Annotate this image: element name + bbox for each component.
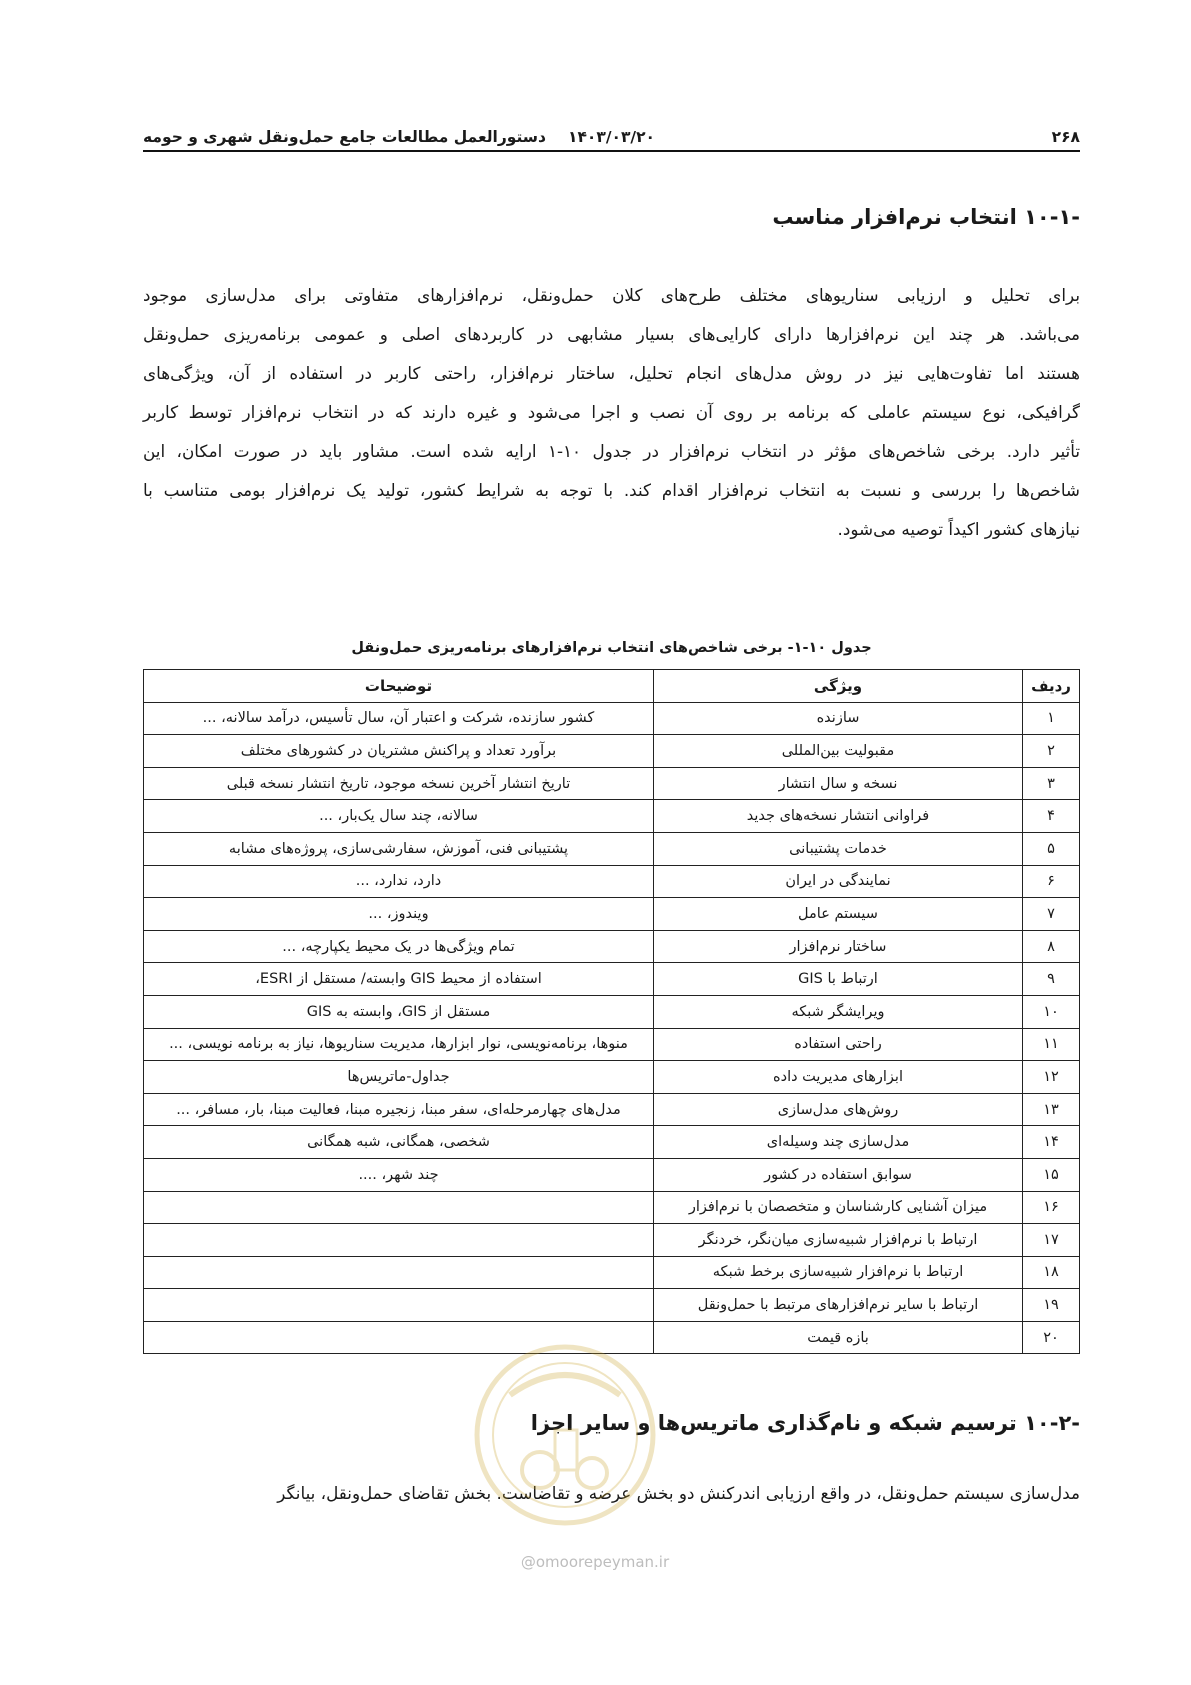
paragraph-line: می‌باشد. هر چند این نرم‌افزارها دارای کارایی‌های بسیار مشابهی در کاربردهای اصلی و عمومی برنامه‌ریزی حمل‌ونقل — [143, 324, 1080, 344]
paragraph-line: نیازهای کشور اکیداً توصیه می‌شود. — [837, 519, 1080, 539]
watermark-site: @omoorepeyman.ir — [520, 1553, 670, 1571]
section-number: ۱۰-۲- — [1024, 1411, 1080, 1435]
section-title: انتخاب نرم‌افزار مناسب — [772, 205, 1017, 229]
table-row — [144, 1224, 1080, 1257]
row-number-cell: ۹ — [1023, 963, 1080, 996]
header-feature: ویژگی — [654, 670, 1023, 703]
feature-cell: نمایندگی در ایران — [654, 865, 1023, 898]
description-cell — [144, 1321, 654, 1354]
table-row — [144, 1289, 1080, 1322]
table-row — [144, 1028, 1080, 1061]
book-title: دستورالعمل مطالعات جامع حمل‌ونقل شهری و حومه — [143, 128, 546, 146]
feature-cell: مدل‌سازی چند وسیله‌ای — [654, 1126, 1023, 1159]
row-number-cell: ۱۹ — [1023, 1289, 1080, 1322]
table-row — [144, 1126, 1080, 1159]
row-number-cell: ۱ — [1023, 702, 1080, 735]
table-row — [144, 898, 1080, 931]
paragraph-line: تأثیر دارد. برخی شاخص‌های مؤثر در انتخاب نرم‌افزار در جدول ۱۰-۱ ارایه شده است. مشاور باید در صورت امکان، این — [143, 441, 1080, 461]
description-cell — [144, 1191, 654, 1224]
description-cell: ویندوز، ... — [144, 898, 654, 931]
row-number-cell: ۱۱ — [1023, 1028, 1080, 1061]
description-cell: کشور سازنده، شرکت و اعتبار آن، سال تأسیس، درآمد سالانه، ... — [144, 702, 654, 735]
description-cell: شخصی، همگانی، شبه همگانی — [144, 1126, 654, 1159]
row-number-cell: ۵ — [1023, 832, 1080, 865]
description-cell: برآورد تعداد و پراکنش مشتریان در کشورهای مختلف — [144, 735, 654, 768]
row-number-cell: ۶ — [1023, 865, 1080, 898]
feature-cell: فراوانی انتشار نسخه‌های جدید — [654, 800, 1023, 833]
table-row — [144, 995, 1080, 1028]
feature-cell: ارتباط با سایر نرم‌افزارهای مرتبط با حمل‌ونقل — [654, 1289, 1023, 1322]
paragraph-line: برای تحلیل و ارزیابی سناریوهای مختلف طرح‌های کلان حمل‌ونقل، نرم‌افزارهای متفاوتی برای مدل‌سازی موجود — [143, 285, 1080, 305]
table-row — [144, 1093, 1080, 1126]
feature-cell: خدمات پشتیبانی — [654, 832, 1023, 865]
table-row — [144, 702, 1080, 735]
row-number-cell: ۱۴ — [1023, 1126, 1080, 1159]
feature-cell: ارتباط با GIS — [654, 963, 1023, 996]
table-row — [144, 1321, 1080, 1354]
row-number-cell: ۱۷ — [1023, 1224, 1080, 1257]
row-number-cell: ۱۰ — [1023, 995, 1080, 1028]
row-number-cell: ۷ — [1023, 898, 1080, 931]
row-number-cell: ۲ — [1023, 735, 1080, 768]
header-description: توضیحات — [144, 670, 654, 703]
section-title: ترسیم شبکه و نام‌گذاری ماتریس‌ها و سایر اجزا — [530, 1411, 1017, 1435]
feature-cell: مقبولیت بین‌المللی — [654, 735, 1023, 768]
table-caption: جدول ۱۰-۱- برخی شاخص‌های انتخاب نرم‌افزارهای برنامه‌ریزی حمل‌ونقل — [351, 640, 872, 656]
description-cell: پشتیبانی فنی، آموزش، سفارشی‌سازی، پروژه‌های مشابه — [144, 832, 654, 865]
row-number-cell: ۱۳ — [1023, 1093, 1080, 1126]
row-number-cell: ۲۰ — [1023, 1321, 1080, 1354]
paragraph-line: مدل‌سازی سیستم حمل‌ونقل، در واقع ارزیابی اندرکنش دو بخش عرضه و تقاضاست. بخش تقاضای حمل‌ونقل، بیانگر — [277, 1483, 1080, 1503]
table-row — [144, 1256, 1080, 1289]
table-row — [144, 1061, 1080, 1094]
section-number: ۱۰-۱- — [1024, 205, 1080, 229]
table-row — [144, 800, 1080, 833]
feature-cell: روش‌های مدل‌سازی — [654, 1093, 1023, 1126]
description-cell: چند شهر، .... — [144, 1158, 654, 1191]
paragraph-line: گرافیکی، نوع سیستم عاملی که برنامه بر روی آن نصب و اجرا می‌شود و غیره دارند که در انتخاب نرم‌افزار توسط کاربر — [143, 402, 1080, 422]
description-cell: تمام ویژگی‌ها در یک محیط یکپارچه، ... — [144, 930, 654, 963]
row-number-cell: ۱۲ — [1023, 1061, 1080, 1094]
description-cell: منوها، برنامه‌نویسی، نوار ابزارها، مدیریت سناریوها، نیاز به برنامه نویسی، ... — [144, 1028, 654, 1061]
row-number-cell: ۸ — [1023, 930, 1080, 963]
description-cell — [144, 1256, 654, 1289]
feature-cell: بازه قیمت — [654, 1321, 1023, 1354]
paragraph-line: هستند اما تفاوت‌هایی نیز در روش مدل‌های انجام تحلیل، ساختار نرم‌افزار، راحتی کاربر در استفاده از آن، ویژگی‌های — [143, 363, 1080, 383]
feature-cell: سوابق استفاده در کشور — [654, 1158, 1023, 1191]
row-number-cell: ۱۵ — [1023, 1158, 1080, 1191]
feature-cell: ویرایشگر شبکه — [654, 995, 1023, 1028]
section-heading-1 — [772, 205, 1080, 229]
page-number: ۲۶۸ — [1051, 128, 1080, 146]
description-cell — [144, 1289, 654, 1322]
table-row — [144, 930, 1080, 963]
table-row — [144, 832, 1080, 865]
description-cell: مدل‌های چهارمرحله‌ای، سفر مبنا، زنجیره مبنا، فعالیت مبنا، بار، مسافر، ... — [144, 1093, 654, 1126]
feature-cell: سازنده — [654, 702, 1023, 735]
description-cell: سالانه، چند سال یک‌بار، ... — [144, 800, 654, 833]
header-date: ۱۴۰۳/۰۳/۲۰ — [567, 128, 656, 146]
table-row — [144, 865, 1080, 898]
table-row — [144, 767, 1080, 800]
header-row-number: ردیف — [1023, 670, 1080, 703]
feature-cell: ارتباط با نرم‌افزار شبیه‌سازی برخط شبکه — [654, 1256, 1023, 1289]
table-row — [144, 963, 1080, 996]
description-cell: تاریخ انتشار آخرین نسخه موجود، تاریخ انتشار نسخه قبلی — [144, 767, 654, 800]
table-row — [144, 1191, 1080, 1224]
description-cell: جداول-ماتریس‌ها — [144, 1061, 654, 1094]
table-row — [144, 1158, 1080, 1191]
description-cell: استفاده از محیط GIS وابسته/ مستقل از ESRI، — [144, 963, 654, 996]
description-cell: دارد، ندارد، ... — [144, 865, 654, 898]
feature-cell: میزان آشنایی کارشناسان و متخصصان با نرم‌افزار — [654, 1191, 1023, 1224]
table-header-row — [144, 670, 1080, 703]
section-heading-2 — [531, 1411, 1080, 1435]
feature-cell: راحتی استفاده — [654, 1028, 1023, 1061]
feature-cell: ابزارهای مدیریت داده — [654, 1061, 1023, 1094]
description-cell — [144, 1224, 654, 1257]
feature-cell: نسخه و سال انتشار — [654, 767, 1023, 800]
section-2-paragraph — [143, 1474, 1080, 1513]
paragraph-line: شاخص‌ها را بررسی و نسبت به انتخاب نرم‌افزار اقدام کند. با توجه به شرایط کشور، تولید یک نرم‌افزار بومی متناسب با — [143, 480, 1080, 500]
row-number-cell: ۱۸ — [1023, 1256, 1080, 1289]
feature-cell: ارتباط با نرم‌افزار شبیه‌سازی میان‌نگر، خردنگر — [654, 1224, 1023, 1257]
feature-cell: ساختار نرم‌افزار — [654, 930, 1023, 963]
table-row — [144, 735, 1080, 768]
row-number-cell: ۳ — [1023, 767, 1080, 800]
row-number-cell: ۱۶ — [1023, 1191, 1080, 1224]
section-1-paragraph — [143, 276, 1080, 549]
running-header — [143, 128, 1080, 152]
feature-cell: سیستم عامل — [654, 898, 1023, 931]
description-cell: مستقل از GIS، وابسته به GIS — [144, 995, 654, 1028]
row-number-cell: ۴ — [1023, 800, 1080, 833]
software-criteria-table — [143, 669, 1080, 1354]
